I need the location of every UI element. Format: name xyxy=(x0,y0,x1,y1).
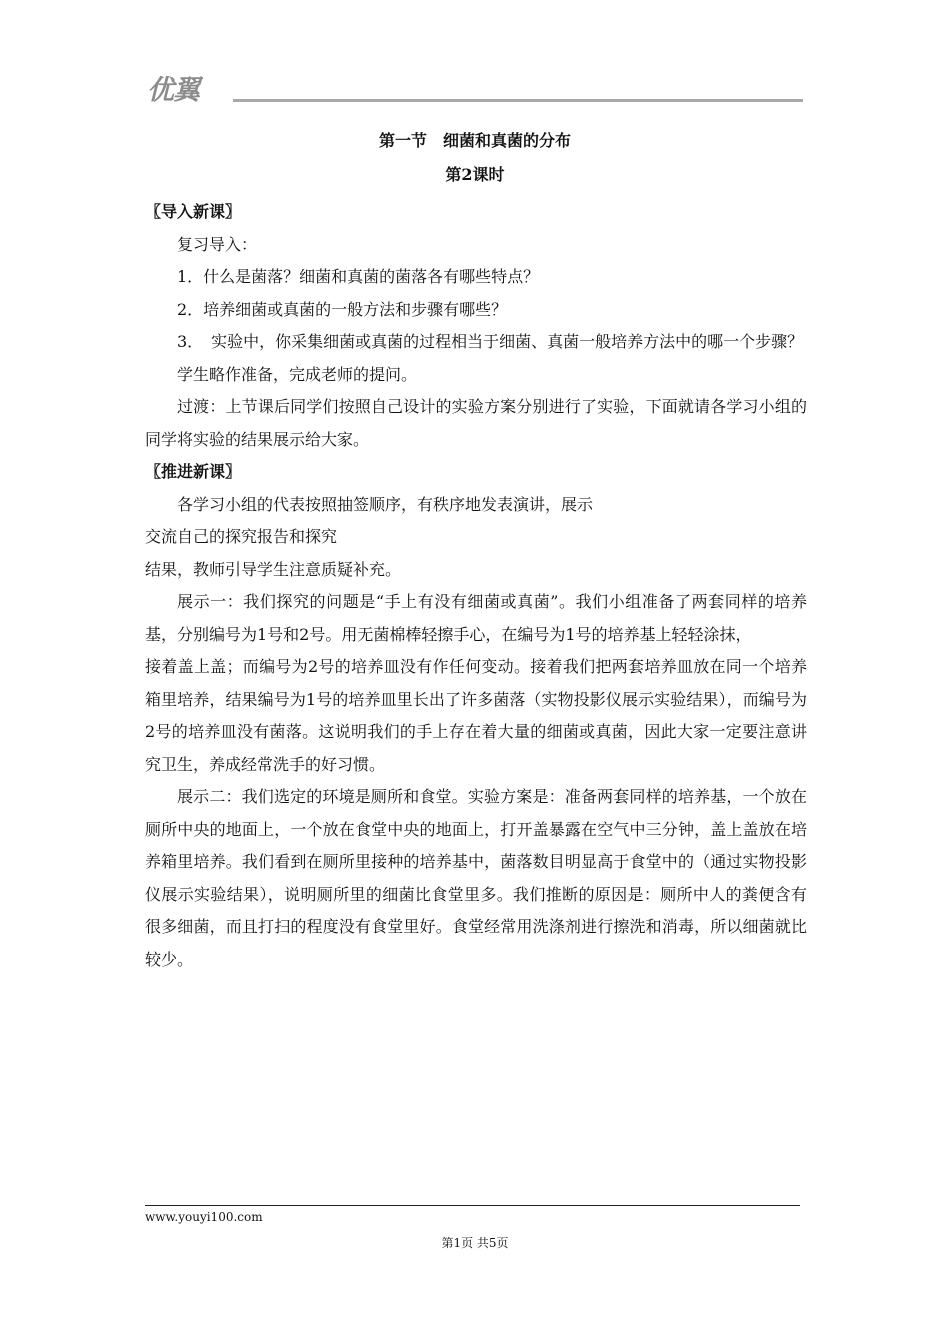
paragraph: 展示一：我们探究的问题是“手上有没有细菌或真菌”。我们小组准备了两套同样的培养基，分别编号为1号和2号。用无菌棉棒轻擦手心，在编号为1号的培养基上轻轻涂抹， xyxy=(145,592,807,644)
paragraph: 结果，教师引导学生注意质疑补充。 xyxy=(145,559,402,579)
footer-divider xyxy=(145,1205,800,1206)
page-header xyxy=(145,68,805,108)
brand-logo: 优翼 xyxy=(147,75,199,106)
page-title: 第一节 细菌和真菌的分布 xyxy=(378,131,571,150)
lesson-subtitle: 第2课时 xyxy=(445,165,505,184)
paragraph: 复习导入： xyxy=(177,234,258,254)
paragraph: 展示二：我们选定的环境是厕所和食堂。实验方案是：准备两套同样的培养基，一个放在厕所中央的地面上，一个放在食堂中央的地面上，打开盖暴露在空气中三分钟，盖上盖放在培养箱里培养。我们看到在厕所里接种的培养基中，菌落数目明显高于食堂中的（通过实物投影仪展示实验结果），说明厕所里的细菌比食堂里多。我们推断的原因是：厕所中人的粪便含有很多细菌，而且打扫的程度没有食堂里好。食堂经常用洗涤剂进行擦洗和消毒，所以细菌就比较少。 xyxy=(145,787,807,969)
paragraph: 各学习小组的代表按照抽签顺序，有秩序地发表演讲，展示交流自己的探究报告和探究 xyxy=(145,494,594,546)
section-heading-advance: 〖推进新课〗 xyxy=(145,462,242,481)
section-heading-intro: 〖导入新课〗 xyxy=(145,202,242,221)
document-body xyxy=(145,196,807,976)
header-divider xyxy=(233,99,803,102)
footer-url: www.youyi100.com xyxy=(145,1210,263,1224)
page-number: 第1页 共5页 xyxy=(441,1236,509,1250)
question-item: 2．培养细菌或真菌的一般方法和步骤有哪些？ xyxy=(177,299,508,319)
question-item: 1．什么是菌落？细菌和真菌的菌落各有哪些特点？ xyxy=(177,267,540,286)
question-item: 3． 实验中，你采集细菌或真菌的过程相当于细菌、真菌一般培养方法中的哪一个步骤？ xyxy=(177,332,804,351)
paragraph: 接着盖上盖；而编号为2号的培养皿没有作任何变动。接着我们把两套培养皿放在同一个培养箱里培养，结果编号为1号的培养皿里长出了许多菌落（实物投影仪展示实验结果），而编号为2号的培养皿没有菌落。这说明我们的手上存在着大量的细菌或真菌，因此大家一定要注意讲究卫生，养成经常洗手的好习惯。 xyxy=(145,657,807,774)
paragraph: 学生略作准备，完成老师的提问。 xyxy=(177,364,418,384)
paragraph: 过渡：上节课后同学们按照自己设计的实验方案分别进行了实验，下面就请各学习小组的同学将实验的结果展示给大家。 xyxy=(145,397,807,449)
